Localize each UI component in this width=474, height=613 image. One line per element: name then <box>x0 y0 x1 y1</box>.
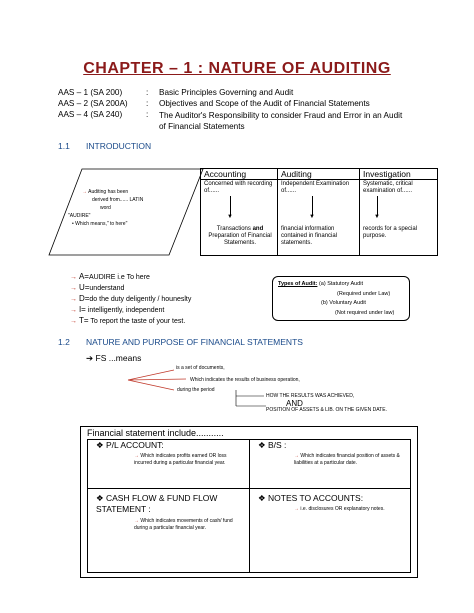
fs-include-grid <box>87 439 411 573</box>
arrow-icon: → <box>134 453 139 459</box>
down-arrow-icon <box>377 196 378 216</box>
bs-text: → Which indicates financial position of assets & liabilities at a particular date. <box>294 453 400 466</box>
page-title: CHAPTER – 1 : NATURE OF AUDITING <box>83 60 391 77</box>
aas-item: AAS – 2 (SA 200A) : Objectives and Scope of the Audit of Financial Statements <box>58 99 370 108</box>
fs-branch-text: during the period <box>177 387 215 393</box>
aas-item: AAS – 4 (SA 240) : The Auditor's Responsibility to consider Fraud and Error in an Audit of Financial Statements <box>58 110 403 131</box>
fs-branch-text: AND <box>286 399 303 408</box>
pl-heading: ❖ P/L ACCOUNT: <box>96 440 164 450</box>
fs-branch-text: POSITION OF ASSETS & LIB. ON THE GIVEN DATE. <box>266 407 387 413</box>
table-cell: Independent Examination of...... <box>281 181 350 194</box>
table-cell: Systematic, critical examination of...... <box>363 181 413 194</box>
dot-icon: • <box>72 221 74 227</box>
arrow-icon: → <box>294 453 299 459</box>
notes-heading: ❖ NOTES TO ACCOUNTS: <box>258 493 364 503</box>
notes-text: → i.e. disclosures OR explanatory notes. <box>294 506 385 512</box>
fs-branch-text: is a set of documents, <box>176 365 225 371</box>
aas-item: AAS – 1 (SA 200) : Basic Principles Governing and Audit <box>58 88 294 97</box>
arrow-icon: → <box>294 506 299 512</box>
pl-text: → Which indicates profits earned OR loss incurred during a particular financial year. <box>134 453 227 466</box>
table-cell: Transactions and Preparation of Financial Statements. <box>208 226 272 246</box>
cashflow-text: → Which indicates movements of cash/ fund during a particular financial year. <box>134 518 233 531</box>
arrow-icon: → <box>70 285 77 292</box>
down-arrow-icon <box>312 196 313 216</box>
down-arrow-icon <box>230 196 231 216</box>
comparison-table: Accounting Auditing Investigation Concerned with recording of...... Independent Examination of...... Systematic, critical examination of...... ▼ ▼ ▼ Transactions and Preparation of Financial Statements. financial information contained in financial statements. records for a special purpose. <box>200 168 438 256</box>
diamond-bullet-icon: ❖ <box>96 440 104 450</box>
table-cell: records for a special purpose. <box>363 226 418 239</box>
table-header: Investigation <box>363 169 411 179</box>
bs-heading: ❖ B/S : <box>258 440 287 450</box>
types-of-audit-box: Types of Audit: (a) Statutory Audit (Required under Law) (b) Voluntary Audit (Not required under law) <box>272 276 410 321</box>
parallelogram-text: → Auditing has been derived from...... LATIN word "AUDIRE" • Which means," to here" <box>68 189 144 227</box>
bold-arrow-icon: ➔ <box>86 353 94 363</box>
arrow-icon: → <box>70 274 77 281</box>
table-header: Auditing <box>281 169 312 179</box>
table-header: Accounting <box>204 169 247 179</box>
arrow-icon: → <box>70 296 77 303</box>
fs-include-title: Financial statement include........... <box>87 428 224 438</box>
section-heading: 1.1 INTRODUCTION <box>58 141 152 151</box>
arrow-icon: → <box>134 518 139 524</box>
diamond-bullet-icon: ❖ <box>96 493 104 503</box>
arrow-icon: → <box>70 307 77 314</box>
diamond-bullet-icon: ❖ <box>258 440 266 450</box>
diamond-bullet-icon: ❖ <box>258 493 266 503</box>
arrow-icon: → <box>70 318 77 325</box>
fs-heading: ➔ FS ...means <box>86 353 142 363</box>
table-cell: Concerned with recording of...... <box>204 181 273 194</box>
fs-branch-text: HOW THE RESULTS WAS ACHIEVED, <box>266 393 355 399</box>
cashflow-heading: ❖ CASH FLOW & FUND FLOW STATEMENT : <box>96 493 218 514</box>
fs-include-box <box>80 426 418 578</box>
audire-list: → A=AUDIRE i.e To here → U=understand → D=do the duty deligently / houneslty → I= intelligently, independent → T= To report the taste of your test. <box>70 272 192 325</box>
section-heading: 1.2 NATURE AND PURPOSE OF FINANCIAL STATEMENTS <box>58 337 303 347</box>
fs-branch-text: Which indicates the results of business operation, <box>190 377 300 383</box>
arrow-icon: → <box>82 189 87 195</box>
table-cell: financial information contained in financial statements. <box>281 226 338 246</box>
